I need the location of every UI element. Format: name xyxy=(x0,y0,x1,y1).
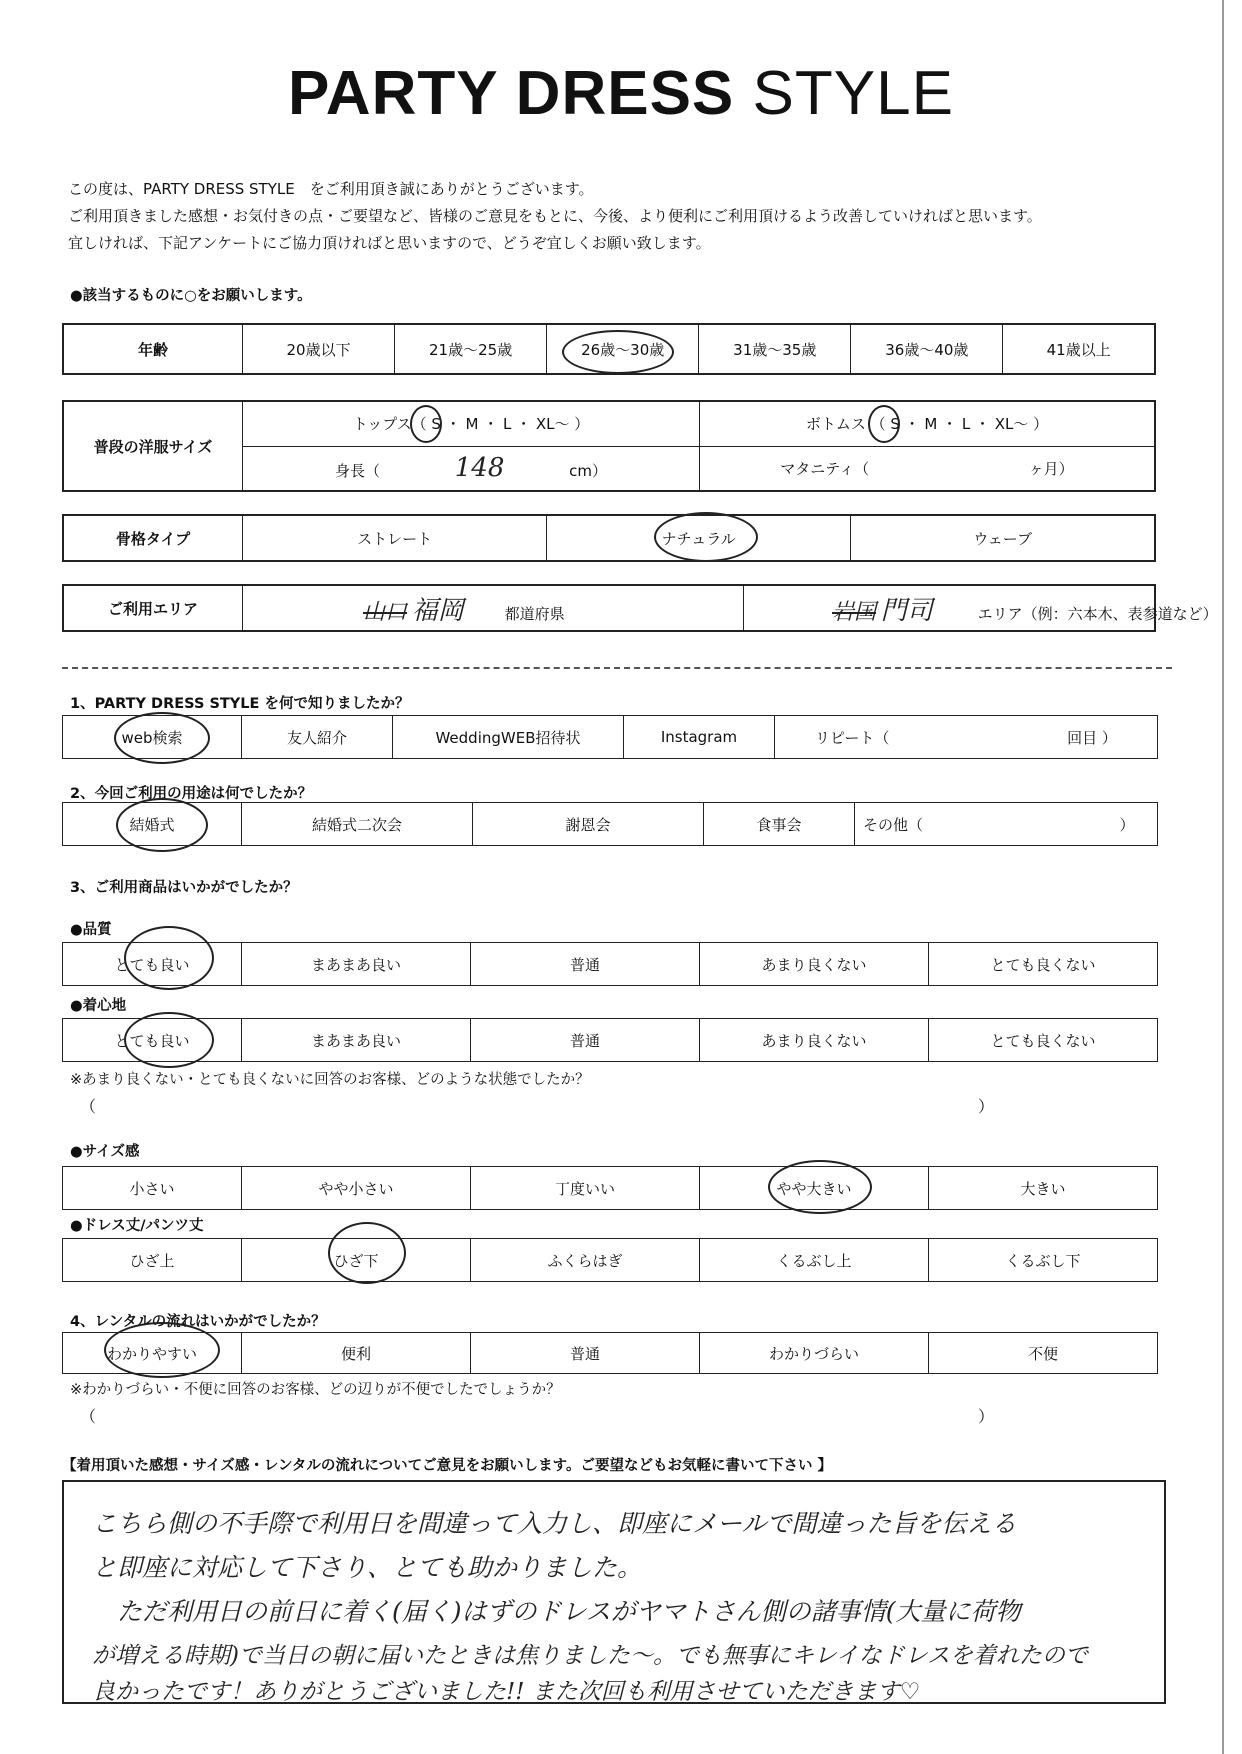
area-struck: 岩国 xyxy=(832,599,877,625)
comfort-table xyxy=(62,1018,1158,1062)
bad-note: ※あまり良くない・とても良くないに回答のお客様、どのような状態でしたか？ xyxy=(70,1072,590,1088)
q1-option[interactable]: リピート（ xyxy=(775,716,1028,759)
page-title xyxy=(0,58,1242,129)
q3-heading: 3、ご利用商品はいかがでしたか？ xyxy=(70,880,298,896)
length-option[interactable]: ひざ下 xyxy=(242,1239,471,1282)
area-unit: エリア（例：六本木、表参道など） xyxy=(977,604,1218,623)
title-light: STYLE xyxy=(752,59,954,128)
length-table xyxy=(62,1238,1158,1282)
q4-option[interactable]: 不便 xyxy=(929,1333,1158,1374)
comfort-option[interactable]: まあまあ良い xyxy=(242,1019,471,1062)
length-option[interactable]: ひざ上 xyxy=(63,1239,242,1282)
skeleton-label: 骨格タイプ xyxy=(63,515,243,561)
length-option[interactable]: ふくらはぎ xyxy=(471,1239,700,1282)
intro-line: ご利用頂きました感想・お気付きの点・ご要望など、皆様のご意見をもとに、今後、より便利にご利用頂けるよう改善していければと思います。 xyxy=(68,207,1042,225)
comfort-option[interactable]: とても良くない xyxy=(929,1019,1158,1062)
area-label: ご利用エリア xyxy=(63,585,243,631)
prefecture-field[interactable] xyxy=(243,585,744,631)
size-label: 普段の洋服サイズ xyxy=(63,401,243,491)
q2-option[interactable]: 食事会 xyxy=(704,803,855,846)
paren-close: ） xyxy=(978,1097,995,1116)
comment-text xyxy=(92,1502,1152,1714)
comfort-option[interactable]: 普通 xyxy=(471,1019,700,1062)
q2-heading: 2、今回ご利用の用途は何でしたか？ xyxy=(70,786,313,802)
age-option[interactable]: 36歳～40歳 xyxy=(851,324,1003,374)
q4-option[interactable]: 便利 xyxy=(242,1333,471,1374)
q1-option[interactable]: WeddingWEB招待状 xyxy=(393,716,624,759)
q4-note: ※わかりづらい・不便に回答のお客様、どの辺りが不便でしたでしょうか？ xyxy=(70,1382,561,1398)
length-option[interactable]: くるぶし上 xyxy=(700,1239,929,1282)
quality-option[interactable]: とても良い xyxy=(63,943,242,986)
comment-line: が増える時期)で当日の朝に届いたときは焦りました〜。でも無事にキレイなドレスを着れたので xyxy=(92,1643,1088,1669)
scan-edge xyxy=(1222,0,1224,1754)
age-option[interactable]: 41歳以上 xyxy=(1003,324,1155,374)
q2-option[interactable]: その他（ xyxy=(855,803,1098,846)
paren-close: ） xyxy=(978,1407,995,1426)
paren-open: （ xyxy=(80,1407,97,1426)
skeleton-option[interactable]: ウェーブ xyxy=(851,515,1155,561)
q1-option[interactable]: 友人紹介 xyxy=(242,716,393,759)
area-table xyxy=(62,584,1218,632)
size-feel-table xyxy=(62,1166,1158,1210)
q2-option[interactable]: 結婚式 xyxy=(63,803,242,846)
size-feel-option[interactable]: 小さい xyxy=(63,1167,242,1210)
q4-option[interactable]: 普通 xyxy=(471,1333,700,1374)
paren-open: （ xyxy=(80,1097,97,1116)
q4-option[interactable]: わかりづらい xyxy=(700,1333,929,1374)
age-option[interactable]: 20歳以下 xyxy=(243,324,395,374)
skeleton-option[interactable]: ストレート xyxy=(243,515,547,561)
comment-line: 良かったです！ありがとうございました!! また次回も利用させていただきます♡ xyxy=(92,1679,921,1705)
age-option[interactable]: 21歳～25歳 xyxy=(395,324,547,374)
height-value: 148 xyxy=(454,453,505,484)
size-feel-label: ●サイズ感 xyxy=(70,1144,140,1160)
q2-option[interactable]: 結婚式二次会 xyxy=(242,803,473,846)
intro-text xyxy=(68,176,1042,257)
q1-table xyxy=(62,715,1158,759)
quality-table xyxy=(62,942,1158,986)
section-heading: ●該当するものに○をお願いします。 xyxy=(70,288,312,304)
age-table xyxy=(62,323,1156,375)
skeleton-option[interactable]: ナチュラル xyxy=(547,515,851,561)
intro-line: この度は、PARTY DRESS STYLE をご利用頂き誠にありがとうございます。 xyxy=(68,180,594,198)
intro-line: 宜しければ、下記アンケートにご協力頂ければと思いますので、どうぞ宜しくお願い致します。 xyxy=(68,234,711,252)
prefecture-value: 福岡 xyxy=(411,595,464,626)
comment-box[interactable] xyxy=(62,1480,1166,1704)
quality-option[interactable]: まあまあ良い xyxy=(242,943,471,986)
size-feel-option[interactable]: やや大きい xyxy=(700,1167,929,1210)
q4-option[interactable]: わかりやすい xyxy=(63,1333,242,1374)
age-option[interactable]: 31歳～35歳 xyxy=(699,324,851,374)
divider xyxy=(62,667,1172,669)
comments-heading: 【着用頂いた感想・サイズ感・レンタルの流れについてご意見をお願いします。ご要望などもお気軽に書いて下さい 】 xyxy=(62,1458,832,1474)
area-value: 門司 xyxy=(880,595,933,626)
maternity-unit: ヶ月） xyxy=(1028,459,1074,478)
q4-heading: 4、レンタルの流れはいかがでしたか？ xyxy=(70,1314,326,1330)
skeleton-table xyxy=(62,514,1156,562)
size-feel-option[interactable]: 大きい xyxy=(929,1167,1158,1210)
quality-option[interactable]: とても良くない xyxy=(929,943,1158,986)
prefecture-unit: 都道府県 xyxy=(504,604,565,623)
maternity-label: マタニティ（ xyxy=(780,459,870,478)
length-option[interactable]: くるぶし下 xyxy=(929,1239,1158,1282)
height-unit: cm） xyxy=(569,462,608,481)
quality-option[interactable]: あまり良くない xyxy=(700,943,929,986)
comfort-label: ●着心地 xyxy=(70,998,127,1014)
size-table xyxy=(62,400,1156,492)
comment-line: こちら側の不手際で利用日を間違って入力し、即座にメールで間違った旨を伝える xyxy=(92,1509,1017,1538)
tops-size[interactable]: トップス（ S ・ M ・ L ・ XL～ ） xyxy=(243,401,700,446)
quality-label: ●品質 xyxy=(70,922,112,938)
size-feel-option[interactable]: 丁度いい xyxy=(471,1167,700,1210)
comment-line: ただ利用日の前日に着く(届く)はずのドレスがヤマトさん側の諸事情(大量に荷物 xyxy=(92,1597,1021,1626)
height-label: 身長（ xyxy=(334,462,380,481)
length-label: ●ドレス丈/パンツ丈 xyxy=(70,1218,204,1234)
q4-table xyxy=(62,1332,1158,1374)
bottoms-size[interactable]: ボトムス （ S ・ M ・ L ・ XL～ ） xyxy=(700,401,1156,446)
q2-table xyxy=(62,802,1158,846)
q2-option: ） xyxy=(1097,803,1158,846)
comment-line: と即座に対応して下さり、とても助かりました。 xyxy=(92,1553,643,1582)
area-field[interactable] xyxy=(744,585,1218,631)
q2-option[interactable]: 謝恩会 xyxy=(473,803,704,846)
quality-option[interactable]: 普通 xyxy=(471,943,700,986)
height-field[interactable] xyxy=(243,446,700,491)
age-label: 年齢 xyxy=(63,324,243,374)
size-feel-option[interactable]: やや小さい xyxy=(242,1167,471,1210)
q1-option: 回目 ） xyxy=(1027,716,1158,759)
maternity-field[interactable] xyxy=(700,446,1156,491)
comfort-option[interactable]: とても良い xyxy=(63,1019,242,1062)
q1-option[interactable]: Instagram xyxy=(624,716,775,759)
comfort-option[interactable]: あまり良くない xyxy=(700,1019,929,1062)
age-option[interactable]: 26歳～30歳 xyxy=(547,324,699,374)
prefecture-struck: 山口 xyxy=(363,599,408,625)
q1-option[interactable]: web検索 xyxy=(63,716,242,759)
title-bold: PARTY DRESS xyxy=(288,59,735,128)
q1-heading: 1、PARTY DRESS STYLE を何で知りましたか？ xyxy=(70,696,410,712)
